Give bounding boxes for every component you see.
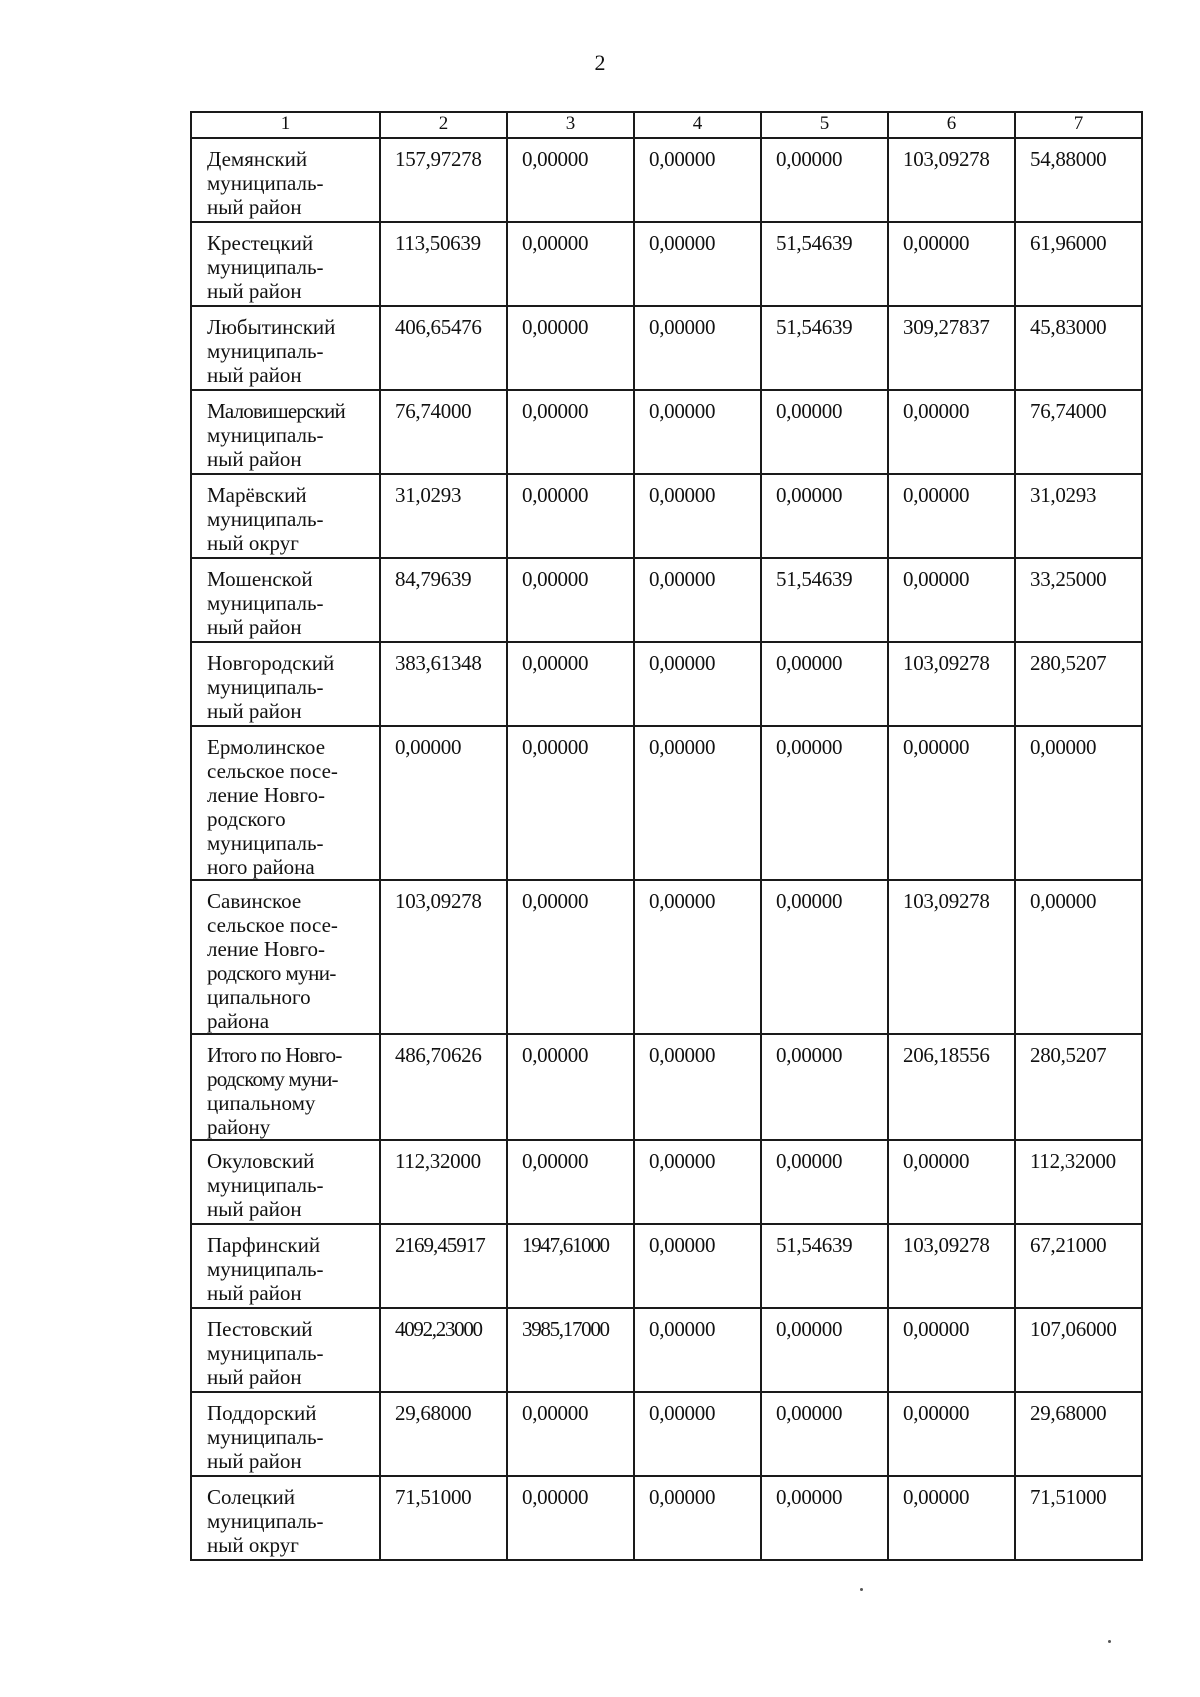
municipality-name-line: Савинское [207,889,302,913]
municipality-name-line: муниципаль- [207,507,324,531]
value-cell: 1947,61000 [507,1224,634,1308]
municipality-name-line: ление Новго- [207,783,326,807]
municipality-name-cell [191,474,380,558]
value-cell: 45,83000 [1015,306,1142,390]
municipality-name-line: Пестовский [207,1317,313,1341]
municipality-name-line: ный район [207,615,302,639]
table-row [191,390,1142,474]
value-cell: 71,51000 [1015,1476,1142,1560]
municipality-name-line: муниципаль- [207,831,324,855]
value-cell: 0,00000 [761,1392,888,1476]
value-cell: 0,00000 [888,1476,1015,1560]
table-row [191,1224,1142,1308]
table-row [191,1308,1142,1392]
municipality-name-line: ный район [207,279,302,303]
municipality-name-cell [191,880,380,1034]
value-cell: 103,09278 [888,1224,1015,1308]
value-cell: 0,00000 [380,726,507,880]
table-row [191,642,1142,726]
municipality-name-cell [191,1308,380,1392]
value-cell: 113,50639 [380,222,507,306]
table-row [191,222,1142,306]
value-cell: 76,74000 [1015,390,1142,474]
value-cell: 0,00000 [634,390,761,474]
municipality-name-line: Маловишерский [207,399,345,423]
value-cell: 0,00000 [761,1476,888,1560]
municipality-name-line: ный округ [207,531,299,555]
municipality-name-line: муниципаль- [207,1341,324,1365]
municipality-name-line: муниципаль- [207,591,324,615]
value-cell: 4092,23000 [380,1308,507,1392]
municipality-name-line: ный район [207,447,302,471]
column-header: 6 [888,112,1015,138]
value-cell: 84,79639 [380,558,507,642]
value-cell: 54,88000 [1015,138,1142,222]
column-header: 4 [634,112,761,138]
value-cell: 0,00000 [1015,880,1142,1034]
value-cell: 29,68000 [380,1392,507,1476]
value-cell: 0,00000 [888,1392,1015,1476]
municipality-name-line: Солецкий [207,1485,295,1509]
value-cell: 0,00000 [761,474,888,558]
municipality-name-line: Парфинский [207,1233,321,1257]
value-cell: 0,00000 [761,880,888,1034]
municipality-name-line: ный район [207,1281,302,1305]
value-cell: 0,00000 [888,390,1015,474]
municipality-name-cell [191,1476,380,1560]
value-cell: 0,00000 [507,1476,634,1560]
municipality-name-cell [191,726,380,880]
municipality-name-line: Ермолинское [207,735,326,759]
municipality-name-cell [191,1140,380,1224]
value-cell: 0,00000 [761,642,888,726]
municipality-name-cell [191,1392,380,1476]
municipality-name-line: муниципаль- [207,171,324,195]
value-cell: 0,00000 [634,306,761,390]
table-row [191,1476,1142,1560]
value-cell: 107,06000 [1015,1308,1142,1392]
value-cell: 3985,17000 [507,1308,634,1392]
value-cell: 0,00000 [507,390,634,474]
municipality-name-line: родскому муни- [207,1067,338,1091]
value-cell: 0,00000 [507,726,634,880]
municipality-name-line: району [207,1115,271,1139]
value-cell: 51,54639 [761,222,888,306]
value-cell: 0,00000 [634,642,761,726]
value-cell: 206,18556 [888,1034,1015,1140]
table-row [191,306,1142,390]
municipality-name-line: сельское посе- [207,759,338,783]
municipality-name-line: Итого по Новго- [207,1043,342,1067]
municipality-name-line: сельское посе- [207,913,338,937]
municipality-name-cell [191,1224,380,1308]
value-cell: 51,54639 [761,306,888,390]
table-row [191,726,1142,880]
municipality-name-line: ципальному [207,1091,316,1115]
column-header: 5 [761,112,888,138]
value-cell: 0,00000 [888,1308,1015,1392]
value-cell: 51,54639 [761,1224,888,1308]
value-cell: 103,09278 [888,642,1015,726]
scan-speck [860,1588,863,1591]
value-cell: 0,00000 [761,1034,888,1140]
municipality-name-line: ный район [207,363,302,387]
value-cell: 61,96000 [1015,222,1142,306]
municipality-name-line: ный район [207,195,302,219]
municipality-name-line: Поддорский [207,1401,317,1425]
value-cell: 33,25000 [1015,558,1142,642]
municipality-name-line: муниципаль- [207,1425,324,1449]
value-cell: 157,97278 [380,138,507,222]
value-cell: 0,00000 [1015,726,1142,880]
scan-speck [1108,1640,1111,1643]
municipality-name-line: муниципаль- [207,255,324,279]
value-cell: 0,00000 [634,138,761,222]
municipality-name-line: муниципаль- [207,1509,324,1533]
table-row [191,558,1142,642]
municipality-name-line: ный район [207,1449,302,1473]
municipality-name-line: ного района [207,855,315,879]
value-cell: 0,00000 [761,138,888,222]
municipality-name-line: муниципаль- [207,1257,324,1281]
municipality-name-cell [191,306,380,390]
value-cell: 0,00000 [634,1308,761,1392]
value-cell: 383,61348 [380,642,507,726]
value-cell: 0,00000 [761,1140,888,1224]
column-header: 2 [380,112,507,138]
municipality-name-cell [191,390,380,474]
value-cell: 0,00000 [634,880,761,1034]
table-row [191,138,1142,222]
value-cell: 0,00000 [634,1392,761,1476]
value-cell: 280,5207 [1015,642,1142,726]
table-row-total [191,1034,1142,1140]
municipality-name-line: родского [207,807,286,831]
table-row [191,880,1142,1034]
municipality-name-line: Окуловский [207,1149,315,1173]
value-cell: 67,21000 [1015,1224,1142,1308]
value-cell: 103,09278 [888,138,1015,222]
value-cell: 0,00000 [888,1140,1015,1224]
budget-allocation-table [190,111,1143,1561]
municipality-name-line: района [207,1009,270,1033]
value-cell: 0,00000 [634,1034,761,1140]
municipality-name-line: ный район [207,699,302,723]
value-cell: 0,00000 [507,306,634,390]
table-row [191,1392,1142,1476]
municipality-name-cell [191,558,380,642]
value-cell: 0,00000 [634,1224,761,1308]
value-cell: 51,54639 [761,558,888,642]
value-cell: 280,5207 [1015,1034,1142,1140]
value-cell: 103,09278 [888,880,1015,1034]
value-cell: 309,27837 [888,306,1015,390]
municipality-name-line: ный округ [207,1533,299,1557]
municipality-name-line: ный район [207,1365,302,1389]
municipality-name-line: Новгородский [207,651,335,675]
municipality-name-line: Любытинский [207,315,336,339]
municipality-name-line: ный район [207,1197,302,1221]
table-row [191,1140,1142,1224]
municipality-name-line: родского муни- [207,961,336,985]
value-cell: 112,32000 [380,1140,507,1224]
municipality-name-cell [191,222,380,306]
municipality-name-line: муниципаль- [207,675,324,699]
municipality-name-line: ципального [207,985,311,1009]
value-cell: 2169,45917 [380,1224,507,1308]
municipality-name-line: муниципаль- [207,423,324,447]
value-cell: 103,09278 [380,880,507,1034]
value-cell: 0,00000 [507,880,634,1034]
municipality-name-cell [191,1034,380,1140]
value-cell: 0,00000 [761,726,888,880]
value-cell: 0,00000 [507,474,634,558]
value-cell: 0,00000 [507,642,634,726]
value-cell: 76,74000 [380,390,507,474]
municipality-name-line: Мошенской [207,567,313,591]
value-cell: 0,00000 [888,726,1015,880]
column-header: 1 [191,112,380,138]
value-cell: 0,00000 [888,222,1015,306]
value-cell: 0,00000 [634,474,761,558]
municipality-name-cell [191,642,380,726]
municipality-name-line: муниципаль- [207,1173,324,1197]
value-cell: 112,32000 [1015,1140,1142,1224]
municipality-name-line: Демянский [207,147,308,171]
municipality-name-line: ление Новго- [207,937,326,961]
value-cell: 406,65476 [380,306,507,390]
value-cell: 0,00000 [888,558,1015,642]
value-cell: 31,0293 [380,474,507,558]
value-cell: 0,00000 [507,1034,634,1140]
column-header: 3 [507,112,634,138]
value-cell: 0,00000 [634,726,761,880]
value-cell: 486,70626 [380,1034,507,1140]
column-number-row [191,112,1142,138]
municipality-name-line: Марёвский [207,483,307,507]
column-header: 7 [1015,112,1142,138]
value-cell: 0,00000 [761,390,888,474]
value-cell: 0,00000 [634,558,761,642]
value-cell: 71,51000 [380,1476,507,1560]
page-number: 2 [594,50,606,75]
municipality-name-line: муниципаль- [207,339,324,363]
value-cell: 0,00000 [507,558,634,642]
municipality-name-cell [191,138,380,222]
value-cell: 31,0293 [1015,474,1142,558]
value-cell: 0,00000 [634,222,761,306]
value-cell: 0,00000 [634,1140,761,1224]
value-cell: 0,00000 [888,474,1015,558]
value-cell: 29,68000 [1015,1392,1142,1476]
value-cell: 0,00000 [507,1140,634,1224]
table-row [191,474,1142,558]
value-cell: 0,00000 [507,138,634,222]
value-cell: 0,00000 [507,222,634,306]
value-cell: 0,00000 [761,1308,888,1392]
value-cell: 0,00000 [507,1392,634,1476]
value-cell: 0,00000 [634,1476,761,1560]
municipality-name-line: Крестецкий [207,231,314,255]
